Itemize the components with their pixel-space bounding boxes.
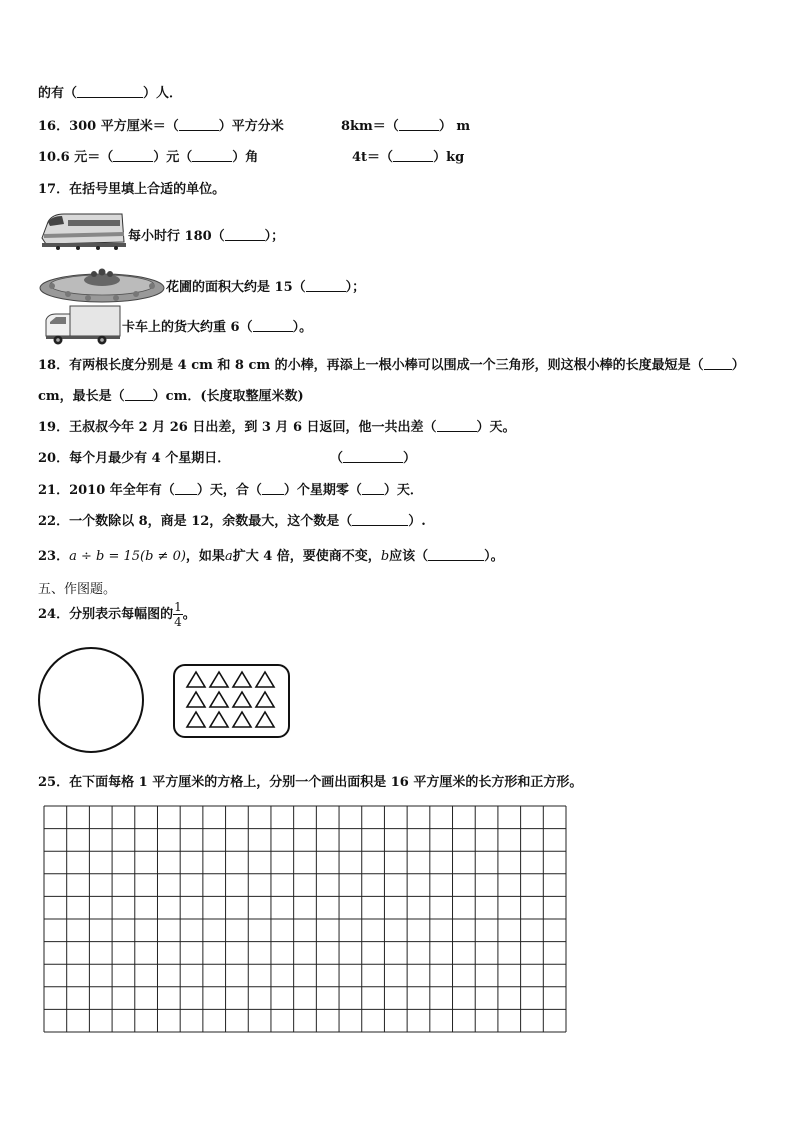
q16-d-text: 4t＝（ bbox=[352, 150, 394, 165]
q23-text-2: 扩大 4 倍，要使商不变， bbox=[232, 549, 381, 564]
answer-blank[interactable] bbox=[175, 482, 197, 495]
q17-a-end: ）； bbox=[264, 229, 285, 244]
q24-line bbox=[38, 600, 196, 629]
q17-title: 17．在括号里填上合适的单位。 bbox=[38, 182, 226, 197]
answer-blank[interactable] bbox=[77, 85, 143, 98]
answer-blank[interactable] bbox=[253, 319, 293, 332]
triangles-figure[interactable] bbox=[173, 664, 290, 738]
q22-text: 22．一个数除以 8，商是 12，余数最大，这个数是（ bbox=[38, 514, 353, 529]
q19-end: ）天。 bbox=[476, 420, 516, 435]
answer-blank[interactable] bbox=[192, 149, 232, 162]
answer-blank[interactable] bbox=[125, 388, 153, 401]
answer-blank[interactable] bbox=[428, 548, 484, 561]
triangle-shape bbox=[233, 692, 251, 707]
q20-paren-close: ） bbox=[403, 451, 417, 466]
triangle-shape bbox=[256, 672, 274, 687]
section-5-heading: 五、作图题。 bbox=[38, 582, 117, 597]
fraction-one-quarter bbox=[173, 600, 183, 629]
answer-blank[interactable] bbox=[393, 149, 433, 162]
q17-c-line bbox=[122, 316, 312, 335]
answer-blank[interactable] bbox=[262, 482, 284, 495]
q17-c-text: 卡车上的货大约重 6（ bbox=[122, 320, 253, 335]
q23-line bbox=[38, 545, 504, 564]
q16-money-conversion bbox=[38, 146, 258, 165]
q18-line-2 bbox=[38, 385, 304, 404]
answer-blank[interactable] bbox=[362, 482, 384, 495]
q16-c2: ）元（ bbox=[153, 150, 193, 165]
q20-paren-open: （ bbox=[330, 451, 344, 466]
q22-end: ）. bbox=[408, 514, 426, 529]
q23-end: ）。 bbox=[484, 549, 504, 564]
garden-picture bbox=[38, 264, 166, 304]
q25-line: 25．在下面每格 1 平方厘米的方格上，分别一个画出面积是 16 平方厘米的长方形和正方形。 bbox=[38, 775, 583, 790]
q17-b-text: 花圃的面积大约是 15（ bbox=[166, 280, 306, 295]
triangle-shape bbox=[187, 672, 205, 687]
answer-blank[interactable] bbox=[179, 118, 219, 131]
q17-a-text: 每小时行 180（ bbox=[128, 229, 225, 244]
circle-figure[interactable] bbox=[37, 647, 147, 755]
q23-number: 23． bbox=[38, 549, 70, 564]
q16-b-end: ） m bbox=[438, 119, 471, 134]
q19-line bbox=[38, 416, 516, 435]
triangle-shape bbox=[210, 672, 228, 687]
q21-text-3: ）个星期零（ bbox=[283, 483, 362, 498]
q18-end-2: ）cm．(长度取整厘米数) bbox=[152, 389, 304, 404]
answer-blank[interactable] bbox=[437, 419, 477, 432]
q24-end: 。 bbox=[182, 607, 196, 622]
q16-c3: ）角 bbox=[232, 150, 259, 165]
q16-a-text: 16．300 平方厘米＝（ bbox=[38, 119, 179, 134]
q24-text: 24．分别表示每幅图的 bbox=[38, 607, 174, 622]
q18-text-2: cm，最长是（ bbox=[38, 389, 125, 404]
triangle-shape bbox=[233, 712, 251, 727]
triangles-grid bbox=[175, 666, 288, 736]
q15-tail-text: 的有（ bbox=[38, 86, 78, 101]
triangle-shape bbox=[187, 692, 205, 707]
q23-var-b: b bbox=[380, 549, 390, 564]
triangle-shape bbox=[256, 712, 274, 727]
answer-blank[interactable] bbox=[306, 279, 346, 292]
triangle-shape bbox=[210, 692, 228, 707]
q21-line bbox=[38, 479, 423, 498]
q16-length-conversion bbox=[341, 115, 470, 134]
q17-b-line bbox=[166, 276, 365, 295]
answer-blank[interactable] bbox=[352, 513, 408, 526]
q16-b-text: 8km＝（ bbox=[341, 119, 399, 134]
q21-text-2: ）天，合（ bbox=[196, 483, 262, 498]
truck-picture bbox=[44, 304, 122, 346]
answer-blank[interactable] bbox=[399, 118, 439, 131]
q23-var-a: a bbox=[224, 549, 233, 564]
drawing-grid[interactable] bbox=[43, 805, 568, 1033]
q18-line-1 bbox=[38, 354, 745, 373]
q15-tail-line bbox=[38, 82, 182, 101]
triangle-shape bbox=[210, 712, 228, 727]
q16-c1: 10.6 元＝（ bbox=[38, 150, 114, 165]
answer-blank[interactable] bbox=[225, 228, 265, 241]
q20-answer bbox=[330, 447, 416, 466]
q16-a-end: ）平方分米 bbox=[218, 119, 284, 134]
q21-text-4: ）天． bbox=[383, 483, 423, 498]
q23-equation: a ÷ b = 15(b ≠ 0) bbox=[69, 549, 186, 564]
q15-tail-end: ）人． bbox=[143, 86, 183, 101]
triangle-shape bbox=[233, 672, 251, 687]
q20-line: 20．每个月最少有 4 个星期日． bbox=[38, 451, 231, 466]
q17-b-end: ）； bbox=[345, 280, 366, 295]
q16-mass-conversion bbox=[352, 146, 464, 165]
q17-c-end: ）。 bbox=[292, 320, 313, 335]
fraction-numerator: 1 bbox=[174, 600, 182, 614]
q22-line bbox=[38, 510, 426, 529]
fraction-denominator: 4 bbox=[174, 615, 182, 629]
answer-blank[interactable] bbox=[343, 450, 403, 463]
triangle-shape bbox=[256, 692, 274, 707]
answer-blank[interactable] bbox=[113, 149, 153, 162]
q16-area-conversion bbox=[38, 115, 284, 134]
q18-text-1: 18．有两根长度分别是 4 cm 和 8 cm 的小棒，再添上一根小棒可以围成一个三角形，则这根小棒的长度最短是（ bbox=[38, 358, 704, 373]
triangle-shape bbox=[187, 712, 205, 727]
q16-d-end: ）kg bbox=[433, 150, 465, 165]
q18-end-1: ） bbox=[731, 358, 745, 373]
train-picture bbox=[38, 208, 128, 252]
q21-text-1: 21．2010 年全年有（ bbox=[38, 483, 175, 498]
q19-text: 19．王叔叔今年 2 月 26 日出差，到 3 月 6 日返回，他一共出差（ bbox=[38, 420, 437, 435]
q23-text-1: ，如果 bbox=[185, 549, 225, 564]
q23-text-3: 应该（ bbox=[389, 549, 429, 564]
q17-a-line bbox=[128, 225, 284, 244]
answer-blank[interactable] bbox=[704, 357, 732, 370]
